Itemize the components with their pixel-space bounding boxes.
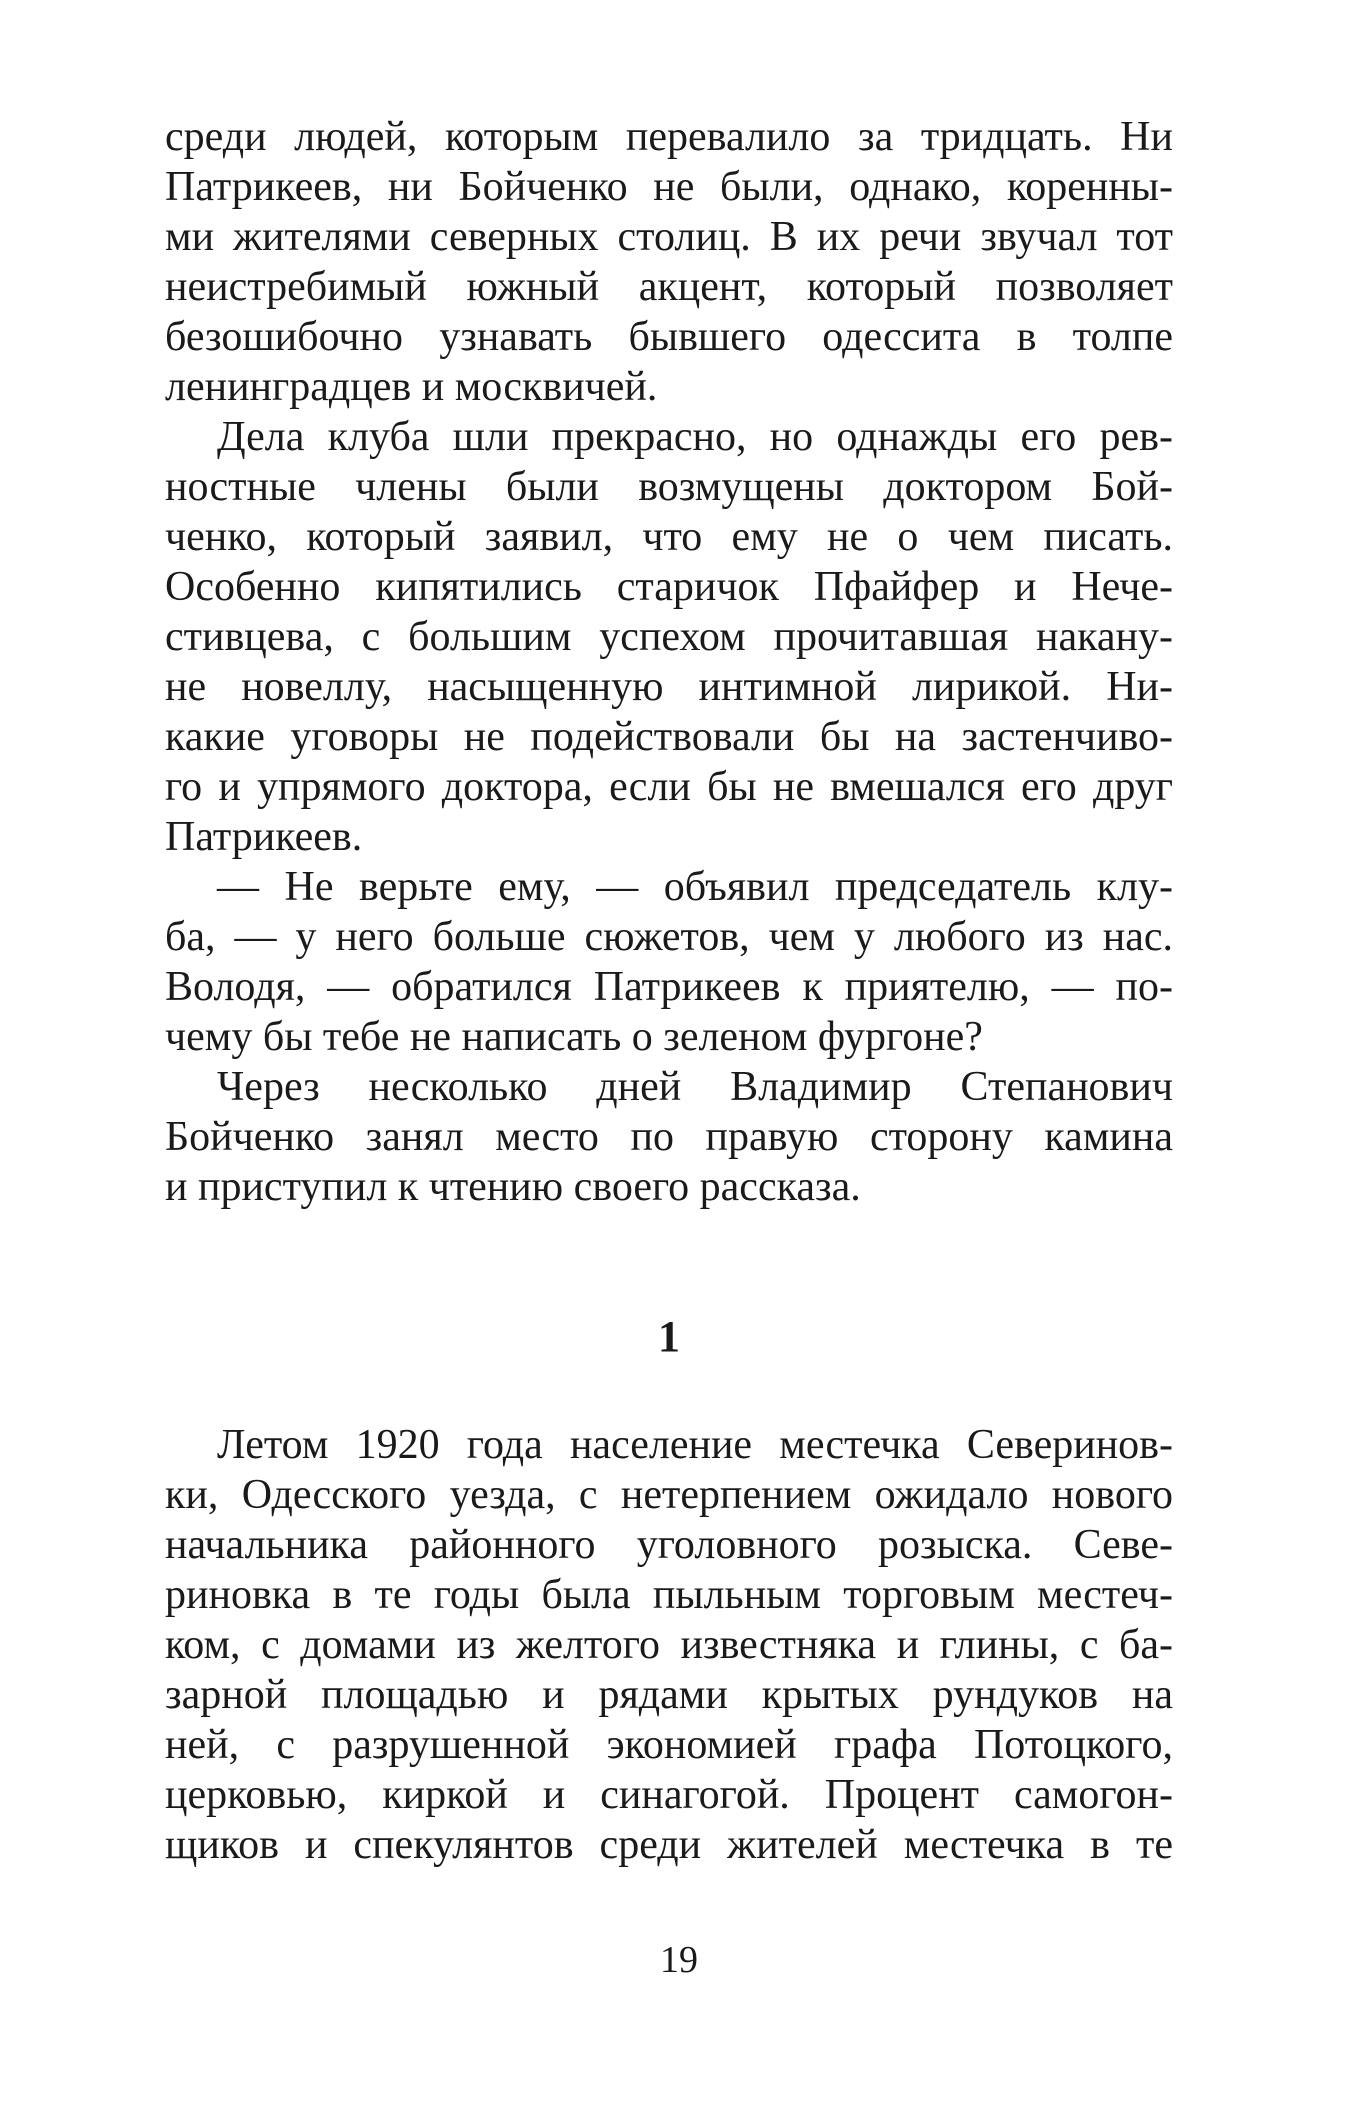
text-line: ней, с разрушенной экономией графа Потоцкого,: [165, 1722, 1173, 1768]
paragraph: [165, 412, 1173, 862]
text-line: ки, Одесского уезда, с нетерпением ожидало нового: [165, 1472, 1173, 1518]
text-line: Патрикеев, ни Бойченко не были, однако, коренны-: [165, 164, 1173, 210]
text-line: ленинградцев и москвичей.: [165, 364, 658, 410]
text-line: ком, с домами из желтого известняка и глины, с ба-: [165, 1622, 1173, 1668]
paragraph: [165, 112, 1173, 412]
text-line: щиков и спекулянтов среди жителей местечка в те: [165, 1822, 1173, 1868]
text-line: Дела клуба шли прекрасно, но однажды его рев-: [217, 414, 1173, 460]
text-line: начальника районного уголовного розыска. Севе-: [165, 1522, 1173, 1568]
text-line: неистребимый южный акцент, который позволяет: [165, 264, 1173, 310]
text-line: — Не верьте ему, — объявил председатель клу-: [217, 864, 1173, 910]
text-line: чему бы тебе не написать о зеленом фургоне?: [165, 1014, 983, 1060]
text-line: ба, — у него больше сюжетов, чем у любого из нас.: [165, 914, 1173, 960]
text-line: зарной площадью и рядами крытых рундуков на: [165, 1672, 1173, 1718]
text-line: Бойченко занял место по правую сторону камина: [165, 1114, 1173, 1160]
text-line: стивцева, с большим успехом прочитавшая накану-: [165, 614, 1173, 660]
text-line: какие уговоры не подействовали бы на застенчиво-: [165, 714, 1173, 760]
text-line: Особенно кипятились старичок Пфайфер и Нече-: [165, 564, 1173, 610]
paragraph: [165, 862, 1173, 1062]
text-line: Патрикеев.: [165, 814, 363, 860]
chapter-number: 1: [658, 1312, 680, 1361]
text-line: Летом 1920 года население местечка Северинов-: [217, 1422, 1173, 1468]
text-line: церковью, киркой и синагогой. Процент самогон-: [165, 1772, 1173, 1818]
book-page: [165, 112, 1173, 1870]
text-line: и приступил к чтению своего рассказа.: [165, 1164, 861, 1210]
text-line: не новеллу, насыщенную интимной лирикой. Ни-: [165, 664, 1173, 710]
text-line: ми жителями северных столиц. В их речи звучал тот: [165, 214, 1173, 260]
text-line: Володя, — обратился Патрикеев к приятелю, — по-: [165, 964, 1173, 1010]
text-line: безошибочно узнавать бывшего одессита в толпе: [165, 314, 1173, 360]
text-line: Через несколько дней Владимир Степанович: [217, 1064, 1173, 1110]
paragraph: [165, 1420, 1173, 1870]
page-number: 19: [660, 1939, 698, 1981]
text-line: го и упрямого доктора, если бы не вмешался его друг: [165, 764, 1173, 810]
text-line: риновка в те годы была пыльным торговым местеч-: [165, 1572, 1173, 1618]
text-block-bottom: [165, 1420, 1173, 1870]
text-line: ностные члены были возмущены доктором Бой-: [165, 464, 1173, 510]
text-block-top: [165, 112, 1173, 1212]
paragraph: [165, 1062, 1173, 1212]
text-line: среди людей, которым перевалило за тридцать. Ни: [165, 114, 1173, 160]
text-line: ченко, который заявил, что ему не о чем писать.: [165, 514, 1173, 560]
